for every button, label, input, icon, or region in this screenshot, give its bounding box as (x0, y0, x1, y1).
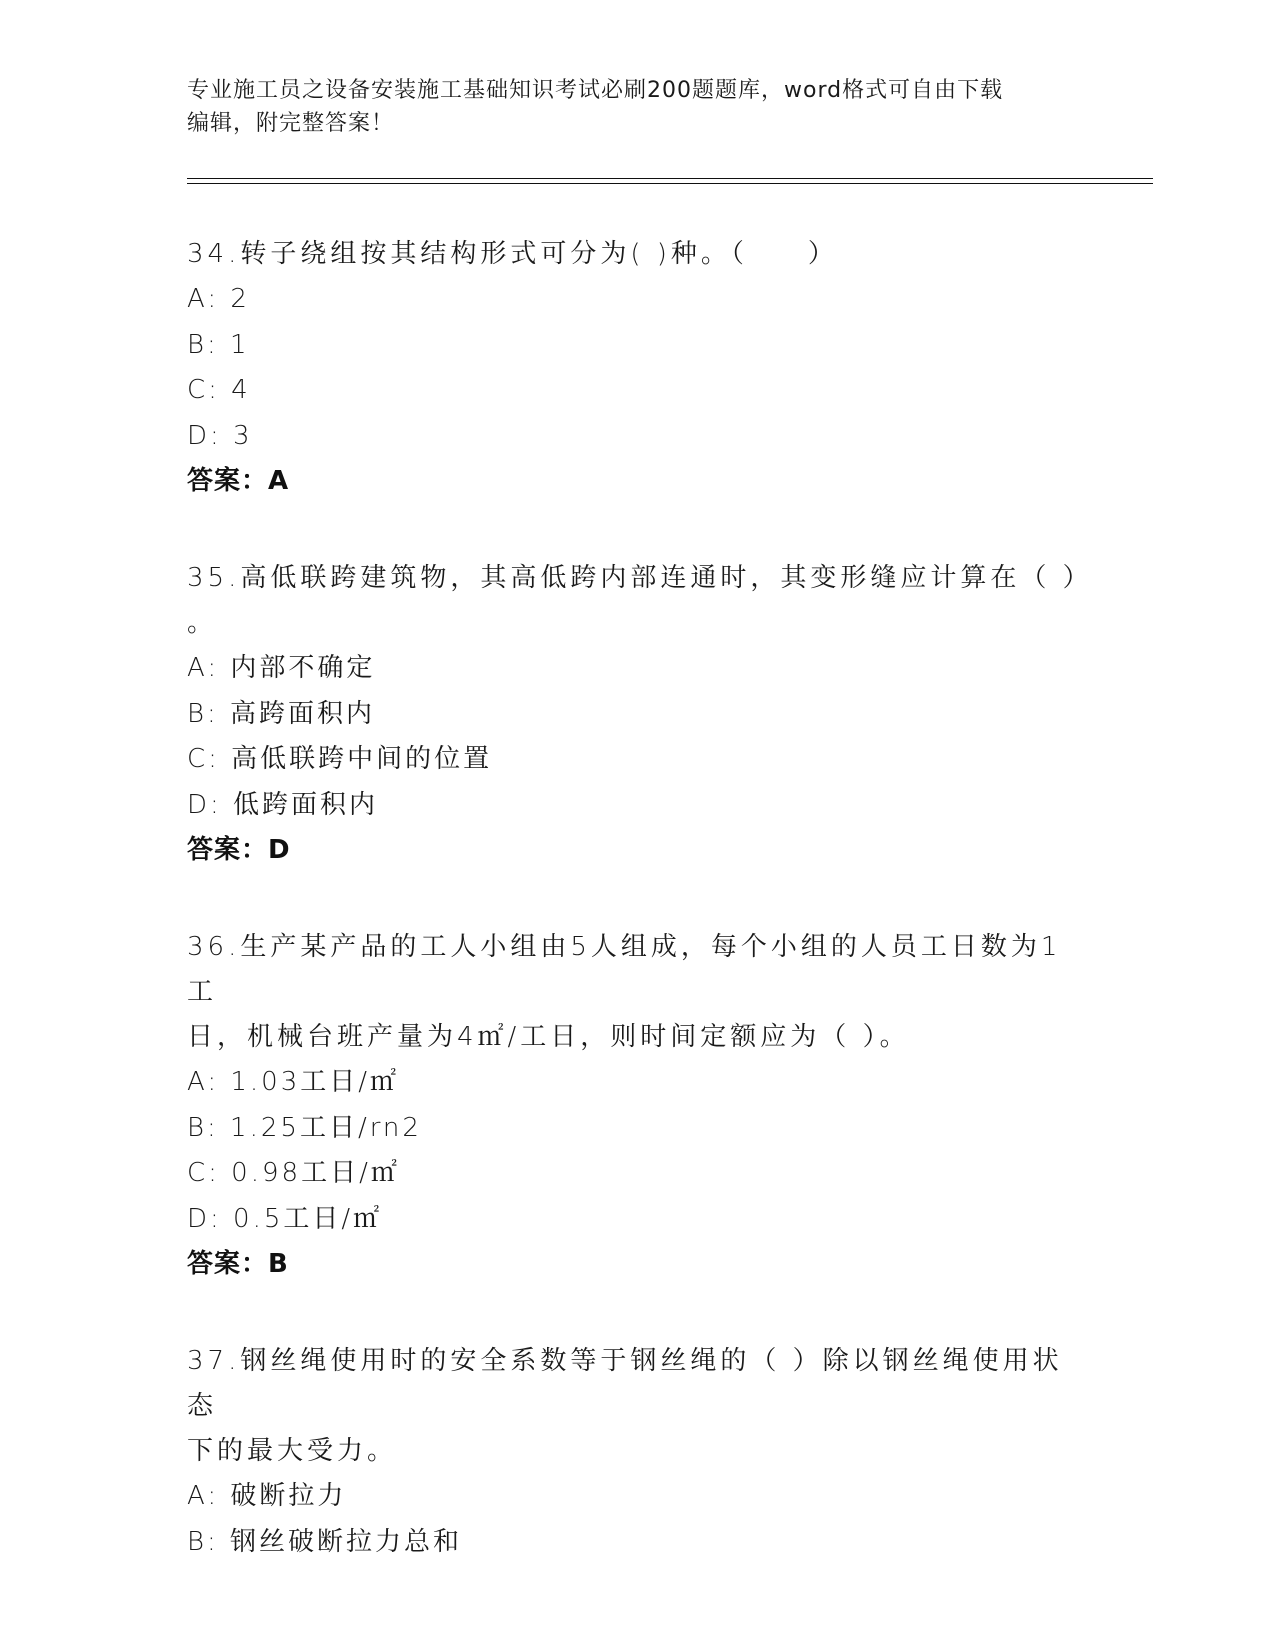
option-a: A: 破断拉力 (187, 1481, 347, 1511)
header-title-line2: 编辑，附完整答案！ (187, 111, 395, 136)
option-c: C: 高低联跨中间的位置 (187, 744, 493, 774)
option-d: D: 低跨面积内 (187, 789, 379, 820)
question-34 (187, 232, 1087, 504)
header-divider-top (187, 178, 1153, 179)
question-stem: 37.钢丝绳使用时的安全系数等于钢丝绳的（ ）除以钢丝绳使用状态 (187, 1346, 1063, 1421)
question-list (187, 232, 1093, 1617)
question-stem-continued: 下的最大受力。 (187, 1436, 398, 1466)
answer-label: 答案：A (187, 466, 290, 496)
option-c: C: 0.98工日/㎡ (187, 1158, 400, 1188)
question-36 (187, 925, 1087, 1287)
question-stem: 35.高低联跨建筑物，其高低跨内部连通时，其变形缝应计算在（ ） (187, 563, 1093, 593)
option-d: D: 0.5工日/㎡ (187, 1203, 383, 1234)
answer-label: 答案：B (187, 1249, 289, 1279)
question-stem-continued: 日，机械台班产量为4㎡/工日，则时间定额应为（ ）。 (187, 1022, 910, 1052)
option-b: B: 1.25工日/rn2 (187, 1112, 422, 1143)
option-b: B: 高跨面积内 (187, 698, 376, 729)
question-stem-continued: 。 (187, 608, 218, 638)
option-d: D: 3 (187, 420, 253, 451)
option-a: A: 1.03工日/㎡ (187, 1067, 400, 1097)
option-a: A: 内部不确定 (187, 653, 376, 683)
header-divider-bottom (187, 183, 1153, 184)
question-35 (187, 556, 1093, 873)
option-c: C: 4 (187, 375, 251, 405)
question-stem: 36.生产某产品的工人小组由5人组成，每个小组的人员工日数为1工 (187, 932, 1062, 1007)
question-37 (187, 1339, 1087, 1565)
header-title-line1: 专业施工员之设备安装施工基础知识考试必刷200题题库，word格式可自由下载 (187, 78, 1004, 103)
answer-label: 答案：D (187, 835, 291, 865)
document-header (187, 74, 1087, 140)
option-a: A: 2 (187, 284, 250, 314)
option-b: B: 钢丝破断拉力总和 (187, 1526, 463, 1557)
question-stem: 34.转子绕组按其结构形式可分为( )种。（ ） (187, 239, 838, 269)
option-b: B: 1 (187, 329, 250, 360)
